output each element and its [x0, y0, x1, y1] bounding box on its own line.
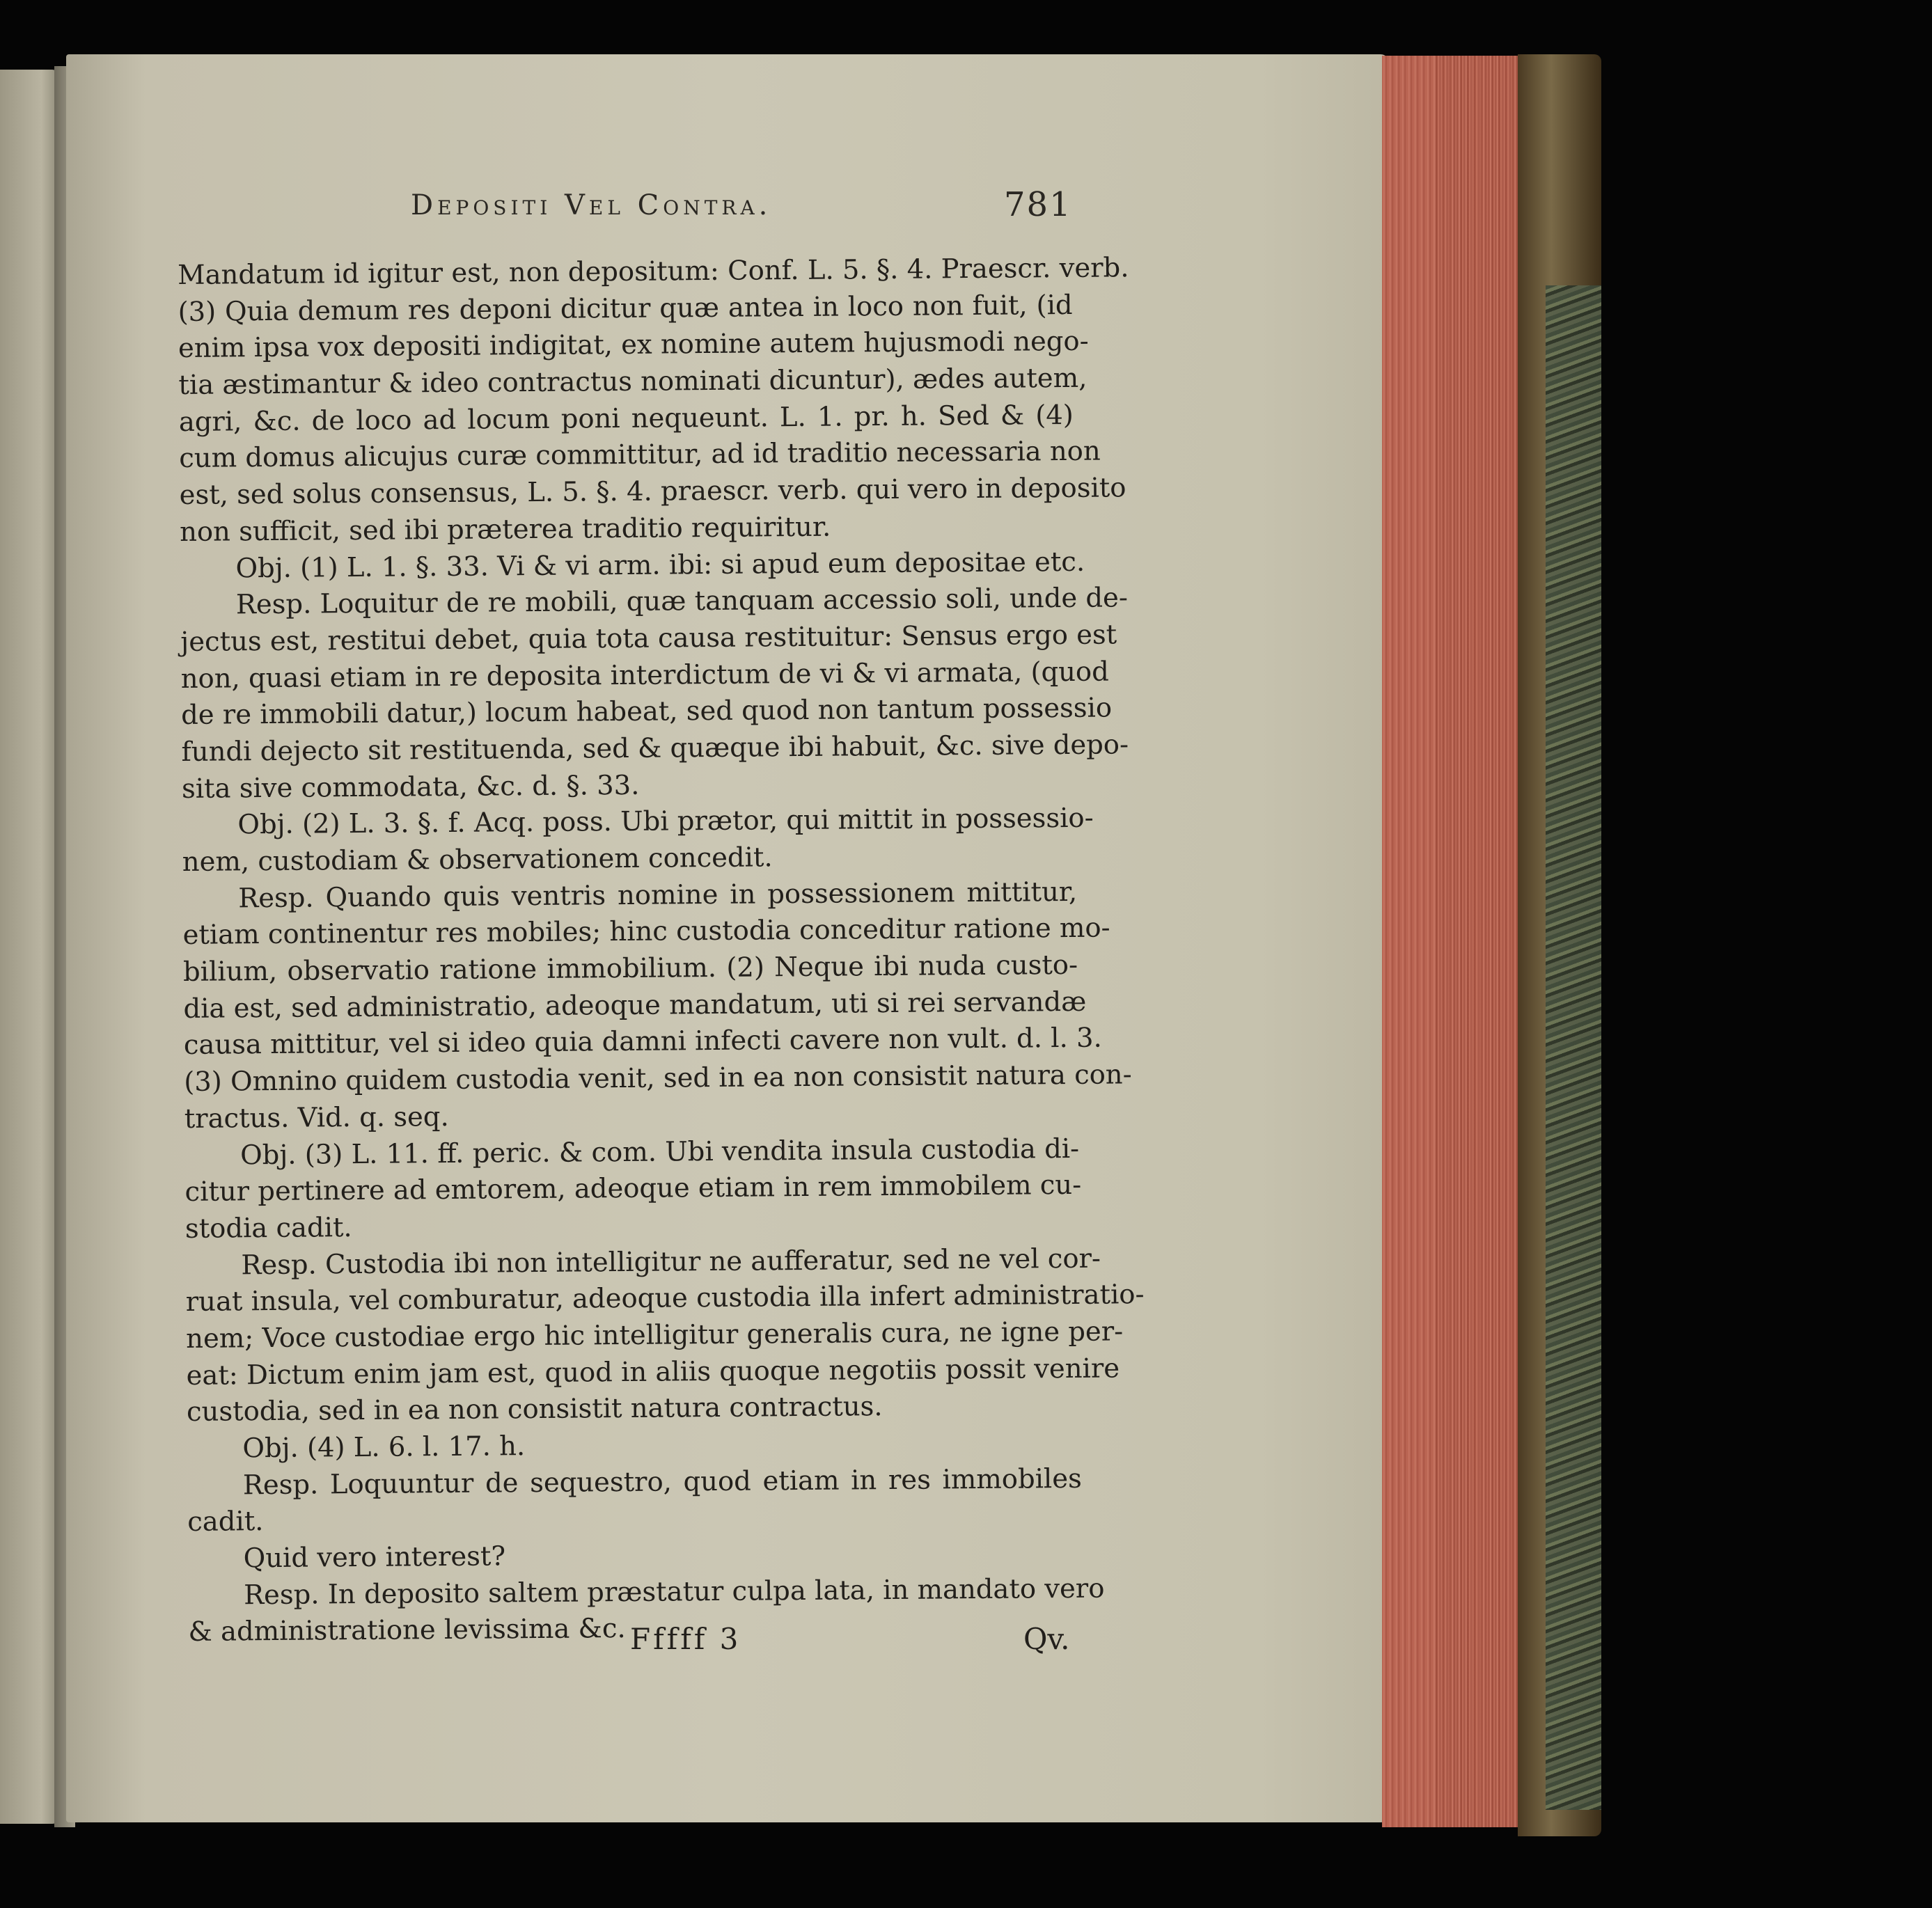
running-head-title: Depositi Vel Contra. — [411, 189, 772, 221]
text-line: Mandatum id igitur est, non depositum: Conf. L. 5. §. 4. Praescr. verb. — [178, 252, 1129, 291]
text-line: agri, &c. de loco ad locum poni nequeunt. L. 1. pr. h. Sed & (4) — [178, 399, 1074, 438]
text-line: & administratione levissima &c. — [188, 1613, 626, 1648]
text-line: non, quasi etiam in re deposita interdictum de vi & vi armata, (quod — [180, 656, 1109, 695]
marbled-cover — [1546, 285, 1601, 1810]
page-body-text — [178, 251, 1145, 1651]
text-line: Obj. (2) L. 3. §. f. Acq. poss. Ubi prætor, qui mittit in possessio- — [237, 803, 1094, 841]
catchword: Qv. — [1023, 1622, 1070, 1656]
text-line: ruat insula, vel comburatur, adeoque custodia illa infert administratio- — [185, 1279, 1145, 1318]
text-line: fundi dejecto sit restituenda, sed & quæque ibi habuit, &c. sive depo- — [181, 729, 1129, 768]
text-line: Resp. Custodia ibi non intelligitur ne aufferatur, sed ne vel cor- — [241, 1243, 1101, 1281]
text-line: nem, custodiam & observationem concedit. — [182, 842, 773, 878]
text-line: non sufficit, sed ibi præterea traditio requiritur. — [179, 511, 831, 548]
text-line: enim ipsa vox depositi indigitat, ex nomine autem hujusmodi nego- — [178, 326, 1089, 365]
text-line: sita sive commodata, &c. d. §. 33. — [181, 769, 640, 805]
text-line: custodia, sed in ea non consistit natura contractus. — [186, 1391, 883, 1428]
text-line: Resp. Loquuntur de sequestro, quod etiam in res immobiles — [242, 1462, 1082, 1501]
text-line: de re immobili datur,) locum habeat, sed quod non tantum possessio — [180, 692, 1113, 732]
text-line: Quid vero interest? — [243, 1540, 506, 1575]
left-page-edge — [0, 70, 59, 1824]
text-line: nem; Voce custodiae ergo hic intelligitur generalis cura, ne igne per- — [186, 1316, 1124, 1355]
text-line: (3) Quia demum res deponi dicitur quæ antea in loco non fuit, (id — [178, 289, 1073, 328]
text-line: Resp. Loquitur de re mobili, quæ tanquam accessio soli, unde de- — [235, 582, 1129, 621]
text-line: Resp. Quando quis ventris nomine in possessionem mittitur, — [238, 876, 1078, 915]
text-line: (3) Omnino quidem custodia venit, sed in ea non consistit natura con- — [184, 1059, 1132, 1098]
text-line: citur pertinere ad emtorem, adeoque etiam in rem immobilem cu- — [184, 1169, 1082, 1208]
signature-mark: Fffff 3 — [630, 1622, 741, 1656]
text-line: est, sed solus consensus, L. 5. §. 4. praescr. verb. qui vero in deposito — [179, 472, 1126, 512]
text-line: jectus est, restitui debet, quia tota causa restituitur: Sensus ergo est — [180, 619, 1117, 658]
text-line: eat: Dictum enim jam est, quod in aliis quoque negotiis possit venire — [186, 1353, 1120, 1391]
text-line: Obj. (4) L. 6. l. 17. h. — [242, 1430, 526, 1465]
text-line: cadit. — [187, 1506, 264, 1538]
page-number: 781 — [1004, 185, 1072, 224]
text-line: dia est, sed administratio, adeoque mandatum, uti si rei servandæ — [183, 986, 1087, 1025]
text-line: bilium, observatio ratione immobilium. (2) Neque ibi nuda custo- — [182, 949, 1078, 988]
text-line: Obj. (3) L. 11. ff. peric. & com. Ubi vendita insula custodia di- — [239, 1133, 1080, 1171]
text-line: cum domus alicujus curæ committitur, ad id traditio necessaria non — [179, 436, 1101, 475]
page-footer — [178, 1622, 1076, 1664]
running-header — [411, 185, 1079, 231]
text-line: causa mittitur, vel si ideo quia damni infecti cavere non vult. d. l. 3. — [183, 1023, 1102, 1062]
text-line: tia æstimantur & ideo contractus nominati dicuntur), ædes autem, — [178, 362, 1087, 402]
text-line: etiam continentur res mobiles; hinc custodia conceditur ratione mo- — [182, 912, 1110, 952]
text-line: Resp. In deposito saltem præstatur culpa lata, in mandato vero — [243, 1572, 1105, 1611]
text-line: stodia cadit. — [184, 1211, 352, 1245]
text-line: Obj. (1) L. 1. §. 33. Vi & vi arm. ibi: si apud eum depositae etc. — [235, 546, 1085, 584]
text-line: tractus. Vid. q. seq. — [184, 1101, 449, 1135]
